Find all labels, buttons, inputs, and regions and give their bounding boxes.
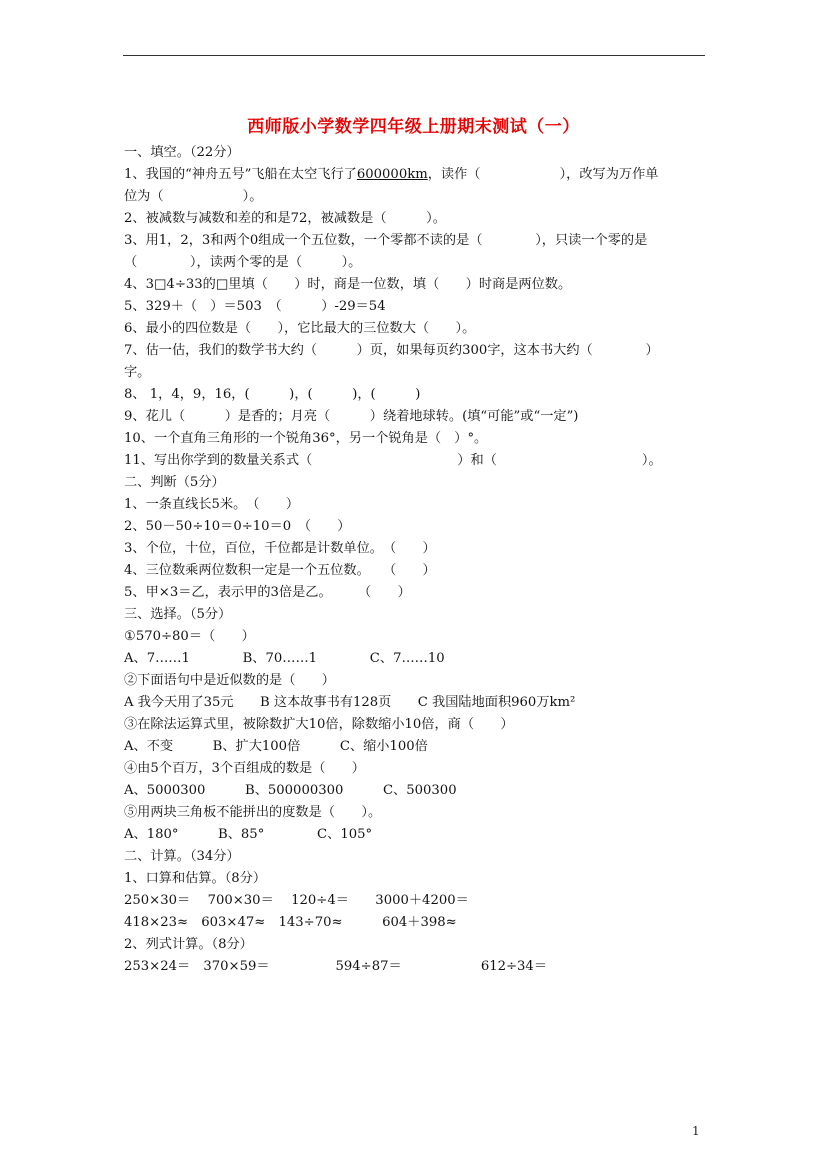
line-text: A、180° B、85° C、105°: [124, 827, 373, 842]
line-text: 5、329＋（ ）＝503 （ ）-29＝54: [124, 299, 386, 314]
text-line: [124, 780, 709, 802]
line-text: 4、3□4÷33的□里填（ ）时，商是一位数，填（ ）时商是两位数。: [124, 277, 572, 292]
text-line: [124, 560, 709, 582]
text-line: [124, 824, 709, 846]
text-line: [124, 868, 709, 890]
text-line: [124, 890, 709, 912]
text-line: [124, 252, 709, 274]
line-text: 2、被减数与减数和差的和是72，被减数是（ ）。: [124, 211, 446, 226]
line-text: 250×30＝ 700×30＝ 120÷4＝ 3000＋4200＝: [124, 893, 469, 908]
line-text: （ ），读两个零的是（ ）。: [124, 255, 362, 270]
text-line: [124, 362, 709, 384]
line-text: A、不变 B、扩大100倍 C、缩小100倍: [124, 739, 428, 754]
line-text: A 我今天用了35元 B 这本故事书有128页 C 我国陆地面积960万km²: [124, 695, 576, 710]
line-text: 3、个位，十位，百位，千位都是计数单位。 （ ）: [124, 541, 436, 556]
line-text: 2、列式计算。（8分）: [124, 937, 253, 952]
line-text: 位为（ ）。: [124, 189, 263, 204]
line-text: 4、三位数乘两位数积一定是一个五位数。 （ ）: [124, 563, 436, 578]
text-line: [124, 450, 709, 472]
line-text: 3、用1，2，3和两个0组成一个五位数，一个零都不读的是（ ），只读一个零的是: [124, 233, 648, 248]
line-text: ④由5个百万，3个百组成的数是（ ）: [124, 761, 365, 776]
text-line: [124, 472, 709, 494]
text-line: [124, 604, 709, 626]
line-text: 1、我国的“神舟五号”飞船在太空飞行了: [124, 167, 357, 182]
line-text: 8、 1，4，9，16，( )，( )，( ): [124, 387, 421, 402]
line-text-continued: ，读作（ ），改写为万作单: [427, 167, 659, 182]
text-line: [124, 758, 709, 780]
text-line: [124, 736, 709, 758]
text-line: [124, 934, 709, 956]
text-line: [124, 670, 709, 692]
text-line: [124, 626, 709, 648]
text-line: [124, 516, 709, 538]
line-text: 二、判断（5分）: [124, 475, 225, 490]
text-line: [124, 208, 709, 230]
line-text: 1、口算和估算。（8分）: [124, 871, 267, 886]
text-line: [124, 164, 709, 186]
header-rule: [123, 55, 705, 56]
line-text: 253×24＝ 370×59＝ 594÷87＝ 612÷34＝: [124, 959, 548, 974]
line-text: 10、一个直角三角形的一个锐角36°，另一个锐角是（ ）°。: [124, 431, 488, 446]
line-text: ③在除法运算式里，被除数扩大10倍，除数缩小10倍，商（ ）: [124, 717, 514, 732]
text-line: [124, 802, 709, 824]
text-line: [124, 186, 709, 208]
line-text: ⑤用两块三角板不能拼出的度数是（ ）。: [124, 805, 382, 820]
line-text: 一、填空。（22分）: [124, 145, 240, 160]
text-line: [124, 538, 709, 560]
text-line: [124, 494, 709, 516]
line-text: 二、计算。（34分）: [124, 849, 240, 864]
line-text: 三、选择。（5分）: [124, 607, 232, 622]
line-text: 5、甲×3＝乙，表示甲的3倍是乙。 （ ）: [124, 585, 411, 600]
text-line: [124, 846, 709, 868]
text-line: [124, 318, 709, 340]
line-text: 7、估一估，我们的数学书大约（ ）页，如果每页约300字，这本书大约（ ）: [124, 343, 659, 358]
text-line: [124, 340, 709, 362]
line-text: 字。: [124, 365, 151, 380]
line-text: ①570÷80＝（ ）: [124, 629, 255, 644]
line-text: 1、一条直线长5米。 （ ）: [124, 497, 300, 512]
page-number: 1: [692, 1124, 700, 1138]
text-line: [124, 912, 709, 934]
text-line: [124, 692, 709, 714]
text-line: [124, 384, 709, 406]
line-text: 2、50－50÷10＝0÷10＝0 （ ）: [124, 519, 351, 534]
underlined-value: 600000km: [356, 167, 428, 182]
document-body: [124, 142, 709, 978]
line-text: 418×23≈ 603×47≈ 143÷70≈ 604＋398≈: [124, 915, 457, 930]
line-text: A、7……1 B、70……1 C、7……10: [124, 651, 445, 666]
line-text: ②下面语句中是近似数的是（ ）: [124, 673, 335, 688]
line-text: A、5000300 B、500000300 C、500300: [124, 783, 457, 798]
text-line: [124, 230, 709, 252]
line-text: 9、花儿（ ）是香的；月亮（ ）绕着地球转。(填“可能”或“一定”): [124, 409, 579, 424]
line-text: 6、最小的四位数是（ ），它比最大的三位数大（ ）。: [124, 321, 476, 336]
text-line: [124, 714, 709, 736]
text-line: [124, 274, 709, 296]
page-title: 西师版小学数学四年级上册期末测试（一）: [247, 117, 580, 137]
text-line: [124, 956, 709, 978]
text-line: [124, 428, 709, 450]
text-line: [124, 406, 709, 428]
text-line: [124, 142, 709, 164]
text-line: [124, 296, 709, 318]
text-line: [124, 582, 709, 604]
line-text: 11、写出你学到的数量关系式（ ）和（ ）。: [124, 453, 662, 468]
text-line: [124, 648, 709, 670]
